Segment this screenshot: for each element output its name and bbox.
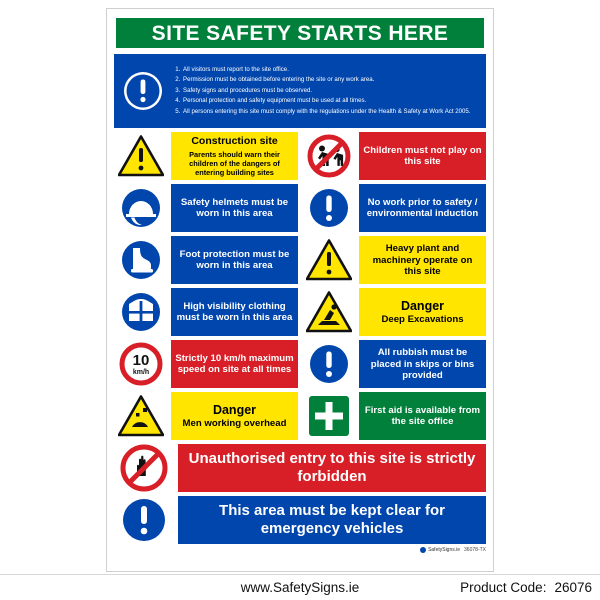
page-title: SITE SAFETY STARTS HERE — [151, 21, 449, 45]
brand-name: SafetySigns.ie — [428, 547, 461, 554]
message-title: Construction site — [191, 135, 278, 147]
message-no-work-prior-induction — [359, 184, 486, 232]
general-rules-notice — [114, 54, 486, 128]
hard-hat-icon — [114, 184, 168, 232]
rules-list — [166, 65, 472, 117]
message-text: Parents should warn their children of the dangers of entering building sites — [189, 149, 280, 178]
message-safety-helmets — [171, 184, 298, 232]
first-aid-cross-icon — [302, 392, 356, 440]
sign-code: 36078-TX — [464, 547, 486, 554]
sign-cell-heavy-plant — [302, 236, 486, 284]
no-children-playing-icon — [302, 132, 356, 180]
no-entry-hand-icon — [114, 444, 174, 492]
rule-item: 1. All visitors must report to the site office. — [182, 65, 470, 75]
sign-footer — [114, 544, 486, 553]
message-text: Safety helmets must be worn in this area — [180, 196, 289, 220]
message-text: Strictly 10 km/h maximum speed on site at all times — [175, 352, 294, 376]
sign-cell-rubbish-skips — [302, 340, 486, 388]
message-no-children — [359, 132, 486, 180]
message-text: High visibility clothing must be worn in this area — [176, 300, 293, 324]
sign-banner-unauthorised-entry — [114, 444, 486, 492]
sign-cell-no-work-prior-induction — [302, 184, 486, 232]
excavation-warning-icon — [302, 288, 356, 336]
exclamation-mandatory-icon — [120, 71, 166, 111]
exclamation-mandatory-icon — [114, 496, 174, 544]
brand-dot-icon — [420, 547, 426, 553]
message-foot-protection — [171, 236, 298, 284]
product-code-block — [460, 580, 592, 595]
message-title: Danger — [212, 402, 257, 417]
message-heavy-plant — [359, 236, 486, 284]
message-unauthorised-entry — [178, 444, 486, 492]
sign-header — [114, 16, 486, 50]
sign-message-grid — [114, 132, 486, 544]
message-title: Danger — [400, 298, 445, 313]
product-code-value: 26076 — [554, 580, 592, 595]
product-code-label: Product Code: — [460, 580, 547, 595]
message-text: Deep Excavations — [381, 313, 464, 325]
sign-row — [114, 236, 486, 284]
sign-cell-first-aid — [302, 392, 486, 440]
svg-text:km/h: km/h — [132, 369, 150, 377]
sign-cell-speed-limit — [114, 340, 298, 388]
message-text: Children must not play on this site — [363, 144, 482, 168]
rule-item: 2. Permission must be obtained before entering the site or any work area. — [182, 75, 470, 85]
message-text: Unauthorised entry to this site is strictly forbidden — [188, 450, 476, 486]
sign-row — [114, 288, 486, 336]
sign-row — [114, 392, 486, 440]
warning-triangle-icon — [114, 132, 168, 180]
message-construction-site — [171, 132, 298, 180]
hi-vis-vest-icon — [114, 288, 168, 336]
sign-row — [114, 340, 486, 388]
site-url: www.SafetySigns.ie — [240, 580, 360, 595]
message-rubbish-skips — [359, 340, 486, 388]
message-text: Heavy plant and machinery operate on this site — [372, 243, 473, 278]
safety-boot-icon — [114, 236, 168, 284]
brand-logo — [420, 547, 460, 553]
exclamation-mandatory-icon — [302, 340, 356, 388]
message-text: All rubbish must be placed in skips or bins provided — [370, 347, 475, 382]
rule-item: 4. Personal protection and safety equipment must be used at all times. — [182, 96, 470, 106]
sign-cell-foot-protection — [114, 236, 298, 284]
warning-triangle-icon — [302, 236, 356, 284]
message-emergency-vehicles — [178, 496, 486, 544]
sign-cell-deep-excavations — [302, 288, 486, 336]
sign-row — [114, 184, 486, 232]
message-text: No work prior to safety / environmental induction — [366, 196, 479, 220]
message-text: Men working overhead — [182, 417, 287, 429]
rule-item: 3. Safety signs and procedures must be observed. — [182, 86, 470, 96]
message-speed-limit — [171, 340, 298, 388]
svg-text:10: 10 — [132, 352, 150, 370]
falling-objects-warning-icon — [114, 392, 168, 440]
rule-item: 5. All persons entering this site must comply with the regulations under the Health & Safety at Work Act 2005. — [182, 107, 470, 117]
message-text: First aid is available from the site office — [364, 404, 481, 428]
sign-cell-construction-site — [114, 132, 298, 180]
message-first-aid — [359, 392, 486, 440]
sign-cell-men-working-overhead — [114, 392, 298, 440]
message-text: Foot protection must be worn in this area — [179, 248, 290, 272]
message-hi-vis — [171, 288, 298, 336]
bottom-info-bar — [0, 574, 600, 600]
sign-row — [114, 132, 486, 180]
sign-banner-emergency-vehicles — [114, 496, 486, 544]
speed-limit-10kmh-icon — [114, 340, 168, 388]
message-deep-excavations — [359, 288, 486, 336]
message-text: This area must be kept clear for emergency vehicles — [219, 502, 445, 538]
safety-sign-board — [106, 8, 494, 572]
sign-cell-safety-helmets — [114, 184, 298, 232]
message-men-working-overhead — [171, 392, 298, 440]
exclamation-mandatory-icon — [302, 184, 356, 232]
sign-cell-no-children — [302, 132, 486, 180]
sign-cell-hi-vis — [114, 288, 298, 336]
